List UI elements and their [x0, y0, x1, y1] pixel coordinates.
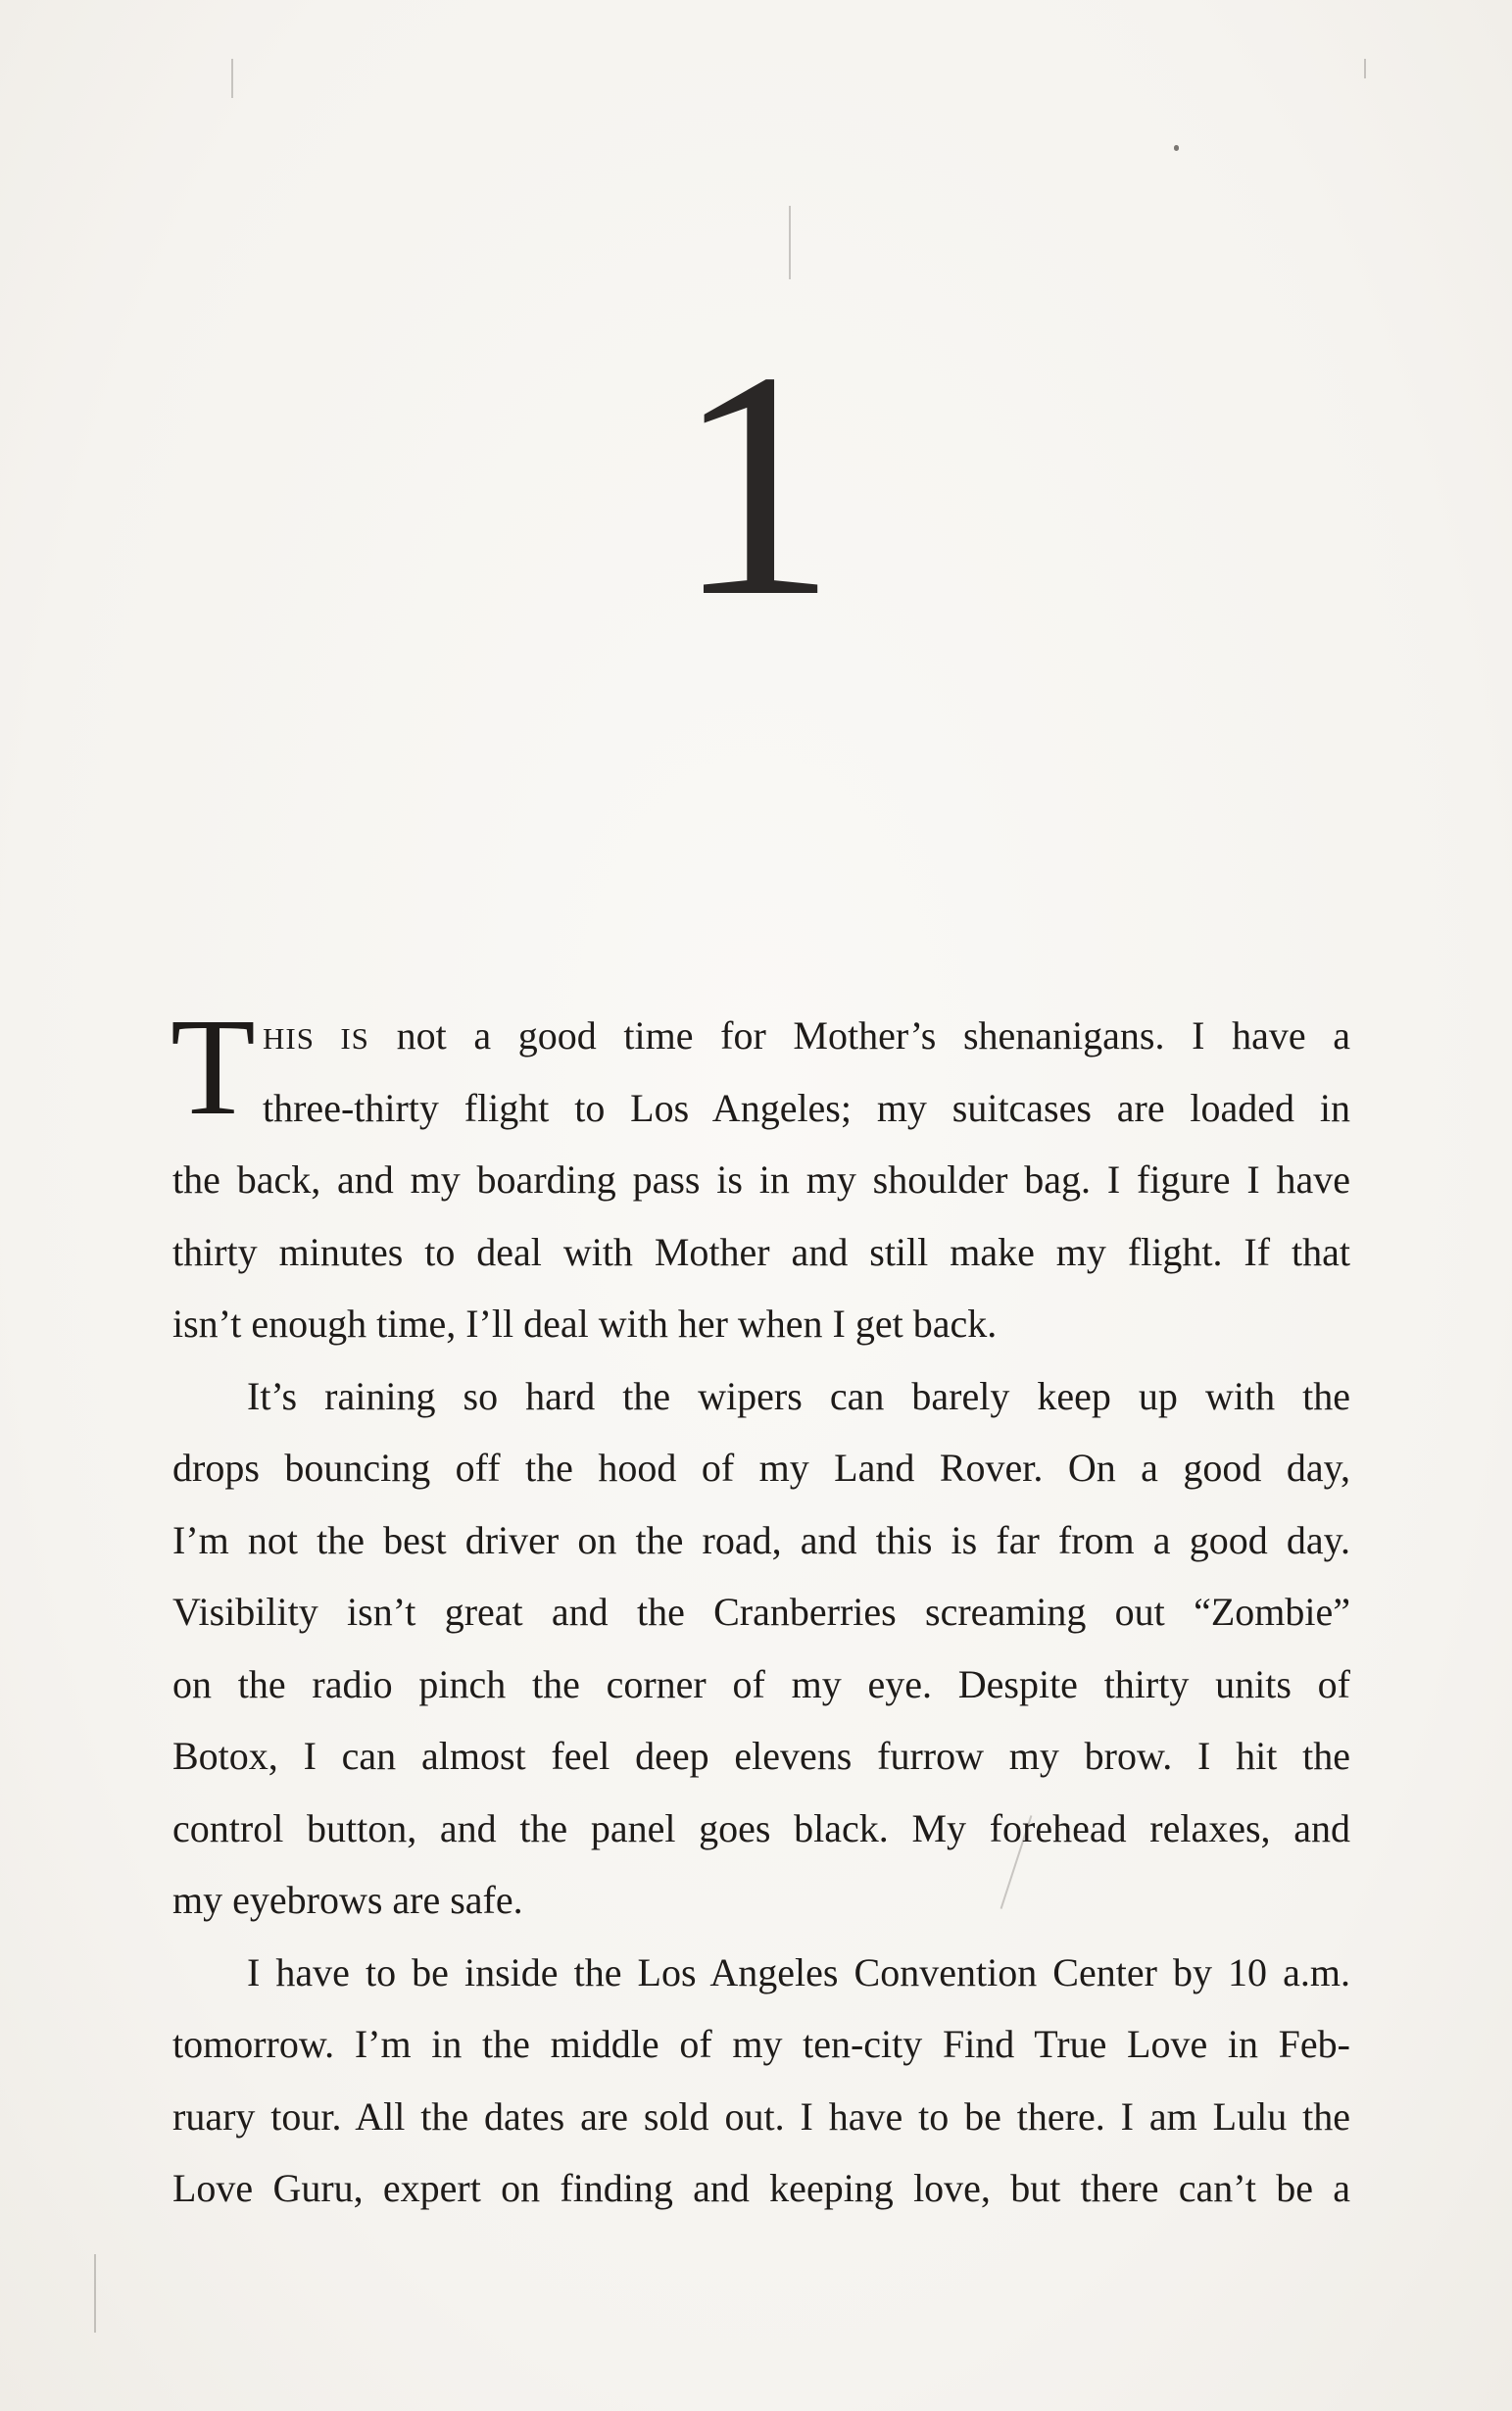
body-text [171, 989, 1351, 2225]
paragraph-1 [171, 989, 1351, 1360]
small-caps-lead: HIS IS [263, 1021, 369, 1056]
text-line: thirty minutes to deal with Mother and still make my flight. If that [172, 1229, 1350, 1274]
scan-artifact [231, 59, 233, 98]
text-line-content: not a good time for Mother’s shenanigans. I have a [368, 1013, 1351, 1058]
text-line: the back, and my boarding pass is in my shoulder bag. I figure I have [172, 1157, 1350, 1202]
text-line: drops bouncing off the hood of my Land Rover. On a good day, [172, 1446, 1350, 1490]
text-line: control button, and the panel goes black. My forehead relaxes, and [172, 1805, 1350, 1850]
drop-cap: T [171, 989, 256, 1144]
text-line: I have to be inside the Los Angeles Convention Center by 10 a.m. [247, 1949, 1350, 1994]
chapter-number: 1 [675, 306, 837, 664]
scan-artifact [789, 206, 791, 279]
text-line: three-thirty flight to Los Angeles; my suitcases are loaded in [263, 1085, 1350, 1130]
text-line: isn’t enough time, I’ll deal with her when I get back. [172, 1302, 998, 1346]
text-line: It’s raining so hard the wipers can barely keep up with the [247, 1373, 1350, 1418]
paragraph-3 [172, 1937, 1350, 2225]
text-line: tomorrow. I’m in the middle of my ten-city Find True Love in Feb- [172, 2022, 1350, 2066]
text-line: Visibility isn’t great and the Cranberries screaming out “Zombie” [172, 1590, 1350, 1634]
text-line: I’m not the best driver on the road, and this is far from a good day. [172, 1517, 1350, 1562]
text-line: Botox, I can almost feel deep elevens furrow my brow. I hit the [172, 1734, 1350, 1778]
scan-artifact [1364, 59, 1366, 78]
text-line: ruary tour. All the dates are sold out. I have to be there. I am Lulu the [172, 2093, 1350, 2139]
text-line: my eyebrows are safe. [172, 1878, 523, 1922]
paragraph-2 [172, 1360, 1350, 1937]
scan-artifact [94, 2254, 96, 2333]
text-line: on the radio pinch the corner of my eye. Despite thirty units of [172, 1661, 1350, 1706]
scan-artifact [1174, 145, 1179, 151]
text-line: Love Guru, expert on finding and keeping love, but there can’t be a [172, 2166, 1350, 2210]
